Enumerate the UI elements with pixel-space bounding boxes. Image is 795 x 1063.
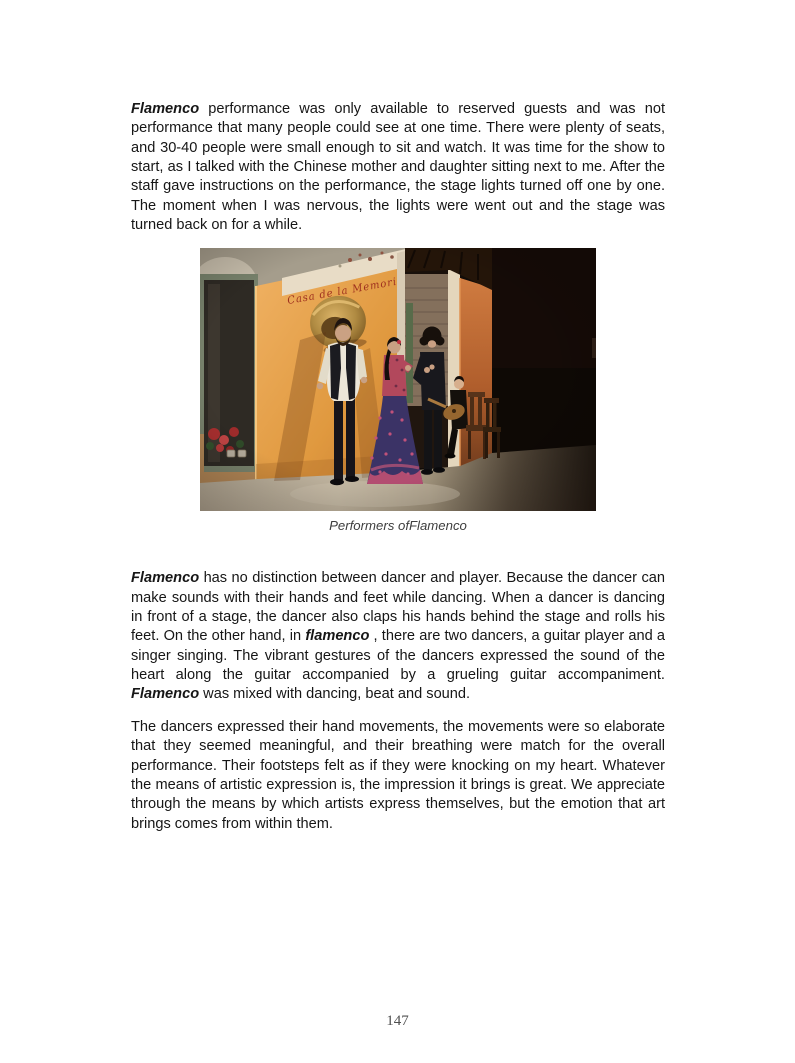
paragraph-2-flamenco-word: flamenco (305, 628, 370, 645)
paragraph-2-lead-word: Flamenco (131, 570, 200, 587)
photo-vignette (200, 248, 596, 511)
paragraph-2 (131, 569, 665, 704)
page-number: 147 (386, 1013, 409, 1029)
paragraph-2-text-a: has no distinction between dancer and player. Because the dancer can make sounds with their hands and feet while dancing. When a dancer is dancing in front of a stage, the dancer also claps his hands behind the stage and rolls his feet. On the other hand, in (131, 570, 665, 645)
paragraph-1 (131, 100, 665, 235)
paragraph-1-lead-word: Flamenco (131, 101, 200, 117)
figure-caption: Performers ofFlamenco (329, 518, 467, 534)
flamenco-figure (131, 248, 665, 533)
paragraph-2-text-c: was mixed with dancing, beat and sound. (199, 686, 471, 703)
flamenco-performance-photo (200, 248, 596, 511)
paragraph-3-text: The dancers expressed their hand movements, the movements were so elaborate that they seemed meaningful, and their breathing were match for the overall performance. Their footsteps felt as if they were knocking on my heart. Whatever the means of artistic expression is, the impression it brings is great. We appreciate through the means by which artists express themselves, but the emotion that art brings comes from within them. (131, 718, 665, 832)
paragraph-2-flamenco-word-2: Flamenco (131, 686, 200, 703)
text-column (131, 100, 665, 847)
paragraph-3 (131, 718, 665, 834)
paragraph-2-text-b: , there are two dancers, a guitar player and a singer singing. The vibrant gestures of the dancers expressed the sound of the heart along the guitar accompanied by a grueling guitar accompaniment. (131, 628, 665, 684)
paragraph-1-text: performance was only available to reserved guests and was not performance that many people could see at one time. There were plenty of seats, and 30-40 people were small enough to sit and watch. It was time for the show to start, as I talked with the Chinese mother and daughter sitting next to me. After the staff gave instructions on the performance, the stage lights turned off one by one. The moment when I was nervous, the lights were went out and the stage was turned back on for a while. (131, 101, 665, 234)
